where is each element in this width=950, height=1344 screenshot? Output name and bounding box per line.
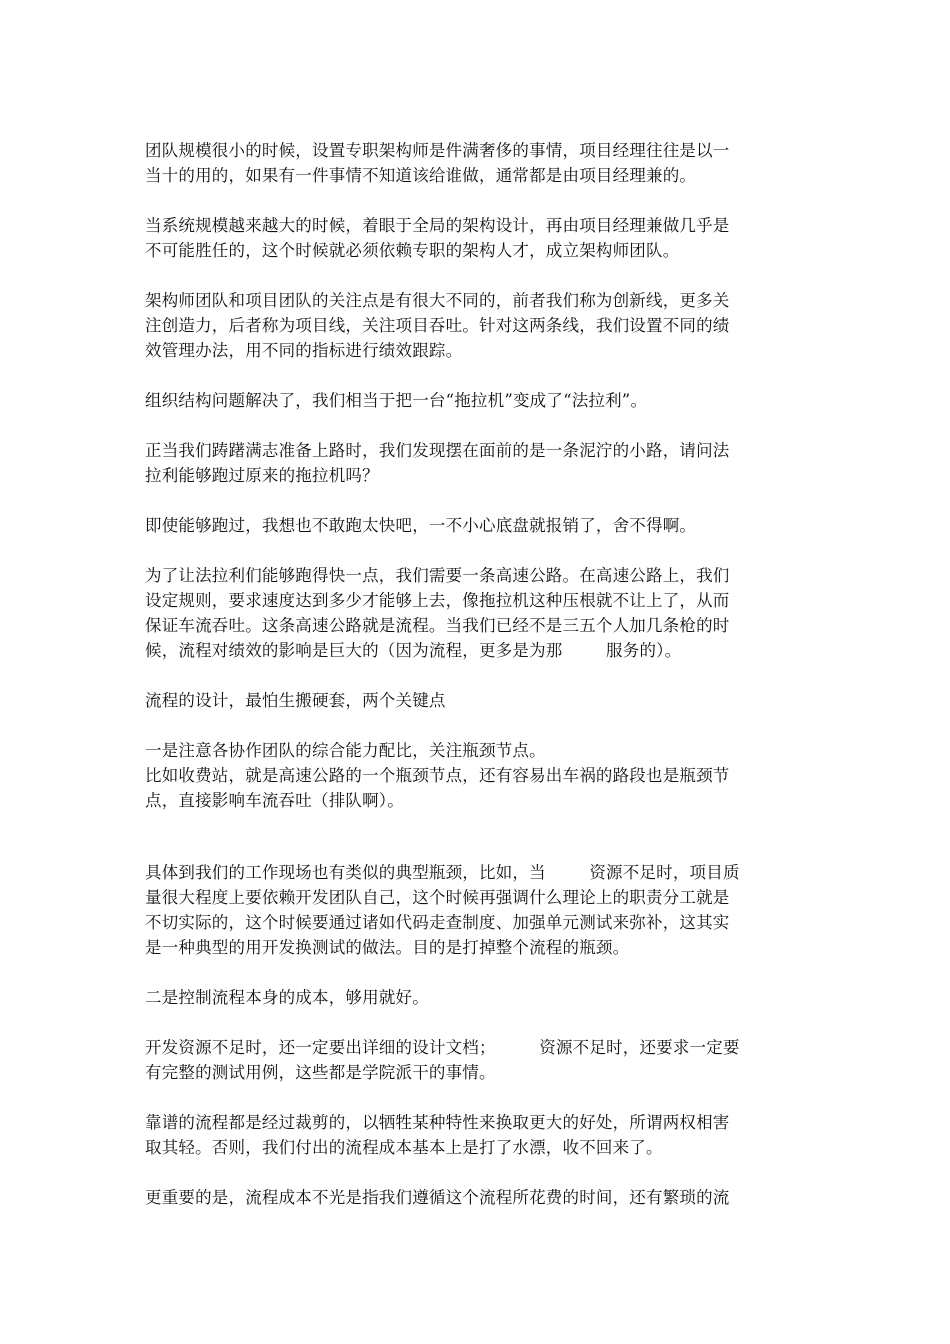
paragraph-line: 效管理办法，用不同的指标进行绩效跟踪。 — [145, 341, 463, 360]
paragraph-line: 比如收费站，就是高速公路的一个瓶颈节点，还有容易出车祸的路段也是瓶颈节 — [145, 766, 730, 785]
paragraph-process-cost — [145, 985, 815, 1010]
paragraph-line: 开发资源不足时，还一定要出详细的设计文档； 资源不足时，还要求一定要 — [145, 1038, 740, 1057]
paragraph-process-design — [145, 688, 815, 713]
paragraph-dare-not-run — [145, 513, 815, 538]
paragraph-academic — [145, 1035, 815, 1085]
paragraph-line: 即使能够跑过，我想也不敢跑太快吧，一不小心底盘就报销了，舍不得啊。 — [145, 516, 697, 535]
paragraph-line: 不可能胜任的，这个时候就必须依赖专职的架构人才，成立架构师团队。 — [145, 241, 680, 260]
paragraph-line: 点，直接影响车流吞吐（排队啊）。 — [145, 791, 404, 810]
paragraph-line: 不切实际的，这个时候要通过诸如代码走查制度、加强单元测试来弥补，这其实 — [145, 913, 730, 932]
paragraph-line: 取其轻。否则，我们付出的流程成本基本上是打了水漂，收不回来了。 — [145, 1138, 663, 1157]
paragraph-bottleneck — [145, 738, 815, 813]
paragraph-line: 当系统规模越来越大的时候，着眼于全局的架构设计，再由项目经理兼做几乎是 — [145, 216, 730, 235]
paragraph-line: 拉利能够跑过原来的拖拉机吗？ — [145, 466, 379, 485]
paragraph-line: 设定规则，要求速度达到多少才能够上去，像拖拉机这种压根就不让上了，从而 — [145, 591, 730, 610]
paragraph-line: 有完整的测试用例，这些都是学院派干的事情。 — [145, 1063, 496, 1082]
paragraph-line: 更重要的是，流程成本不光是指我们遵循这个流程所花费的时间，还有繁琐的流 — [145, 1188, 730, 1207]
paragraph-line: 具体到我们的工作现场也有类似的典型瓶颈，比如，当 资源不足时，项目质 — [145, 863, 740, 882]
paragraph-line: 是一种典型的用开发换测试的做法。目的是打掉整个流程的瓶颈。 — [145, 938, 630, 957]
paragraph-tractor-ferrari — [145, 388, 815, 413]
paragraph-line: 一是注意各协作团队的综合能力配比，关注瓶颈节点。 — [145, 741, 546, 760]
paragraph-workplace-bottleneck — [145, 860, 815, 960]
paragraph-line: 流程的设计，最怕生搬硬套，两个关键点 — [145, 691, 446, 710]
paragraph-highway — [145, 563, 815, 663]
paragraph-line: 二是控制流程本身的成本，够用就好。 — [145, 988, 429, 1007]
paragraph-line: 注创造力，后者称为项目线，关注项目吞吐。针对这两条线，我们设置不同的绩 — [145, 316, 730, 335]
paragraph-line: 候，流程对绩效的影响是巨大的（因为流程，更多是为那 服务的）。 — [145, 641, 682, 660]
paragraph-line: 架构师团队和项目团队的关注点是有很大不同的，前者我们称为创新线，更多关 — [145, 291, 730, 310]
paragraph-line: 量很大程度上要依赖开发团队自己，这个时候再强调什么理论上的职责分工就是 — [145, 888, 730, 907]
paragraph-line: 正当我们踌躇满志准备上路时，我们发现摆在面前的是一条泥泞的小路，请问法 — [145, 441, 730, 460]
paragraph-line: 靠谱的流程都是经过裁剪的，以牺牲某种特性来换取更大的好处，所谓两权相害 — [145, 1113, 730, 1132]
paragraph-line: 组织结构问题解决了，我们相当于把一台“拖拉机”变成了“法拉利”。 — [145, 391, 648, 410]
paragraph-line: 当十的用的，如果有一件事情不知道该给谁做，通常都是由项目经理兼的。 — [145, 166, 697, 185]
paragraph-muddy-road — [145, 438, 815, 488]
paragraph-line: 团队规模很小的时候，设置专职架构师是件满奢侈的事情，项目经理往往是以一 — [145, 141, 730, 160]
paragraph-more-important — [145, 1185, 815, 1210]
paragraph-team-focus — [145, 288, 815, 363]
paragraph-line: 保证车流吞吐。这条高速公路就是流程。当我们已经不是三五个人加几条枪的时 — [145, 616, 730, 635]
paragraph-tailored-process — [145, 1110, 815, 1160]
paragraph-small-team-architect — [145, 138, 815, 188]
paragraph-line: 为了让法拉利们能够跑得快一点，我们需要一条高速公路。在高速公路上，我们 — [145, 566, 730, 585]
paragraph-large-system-architect — [145, 213, 815, 263]
